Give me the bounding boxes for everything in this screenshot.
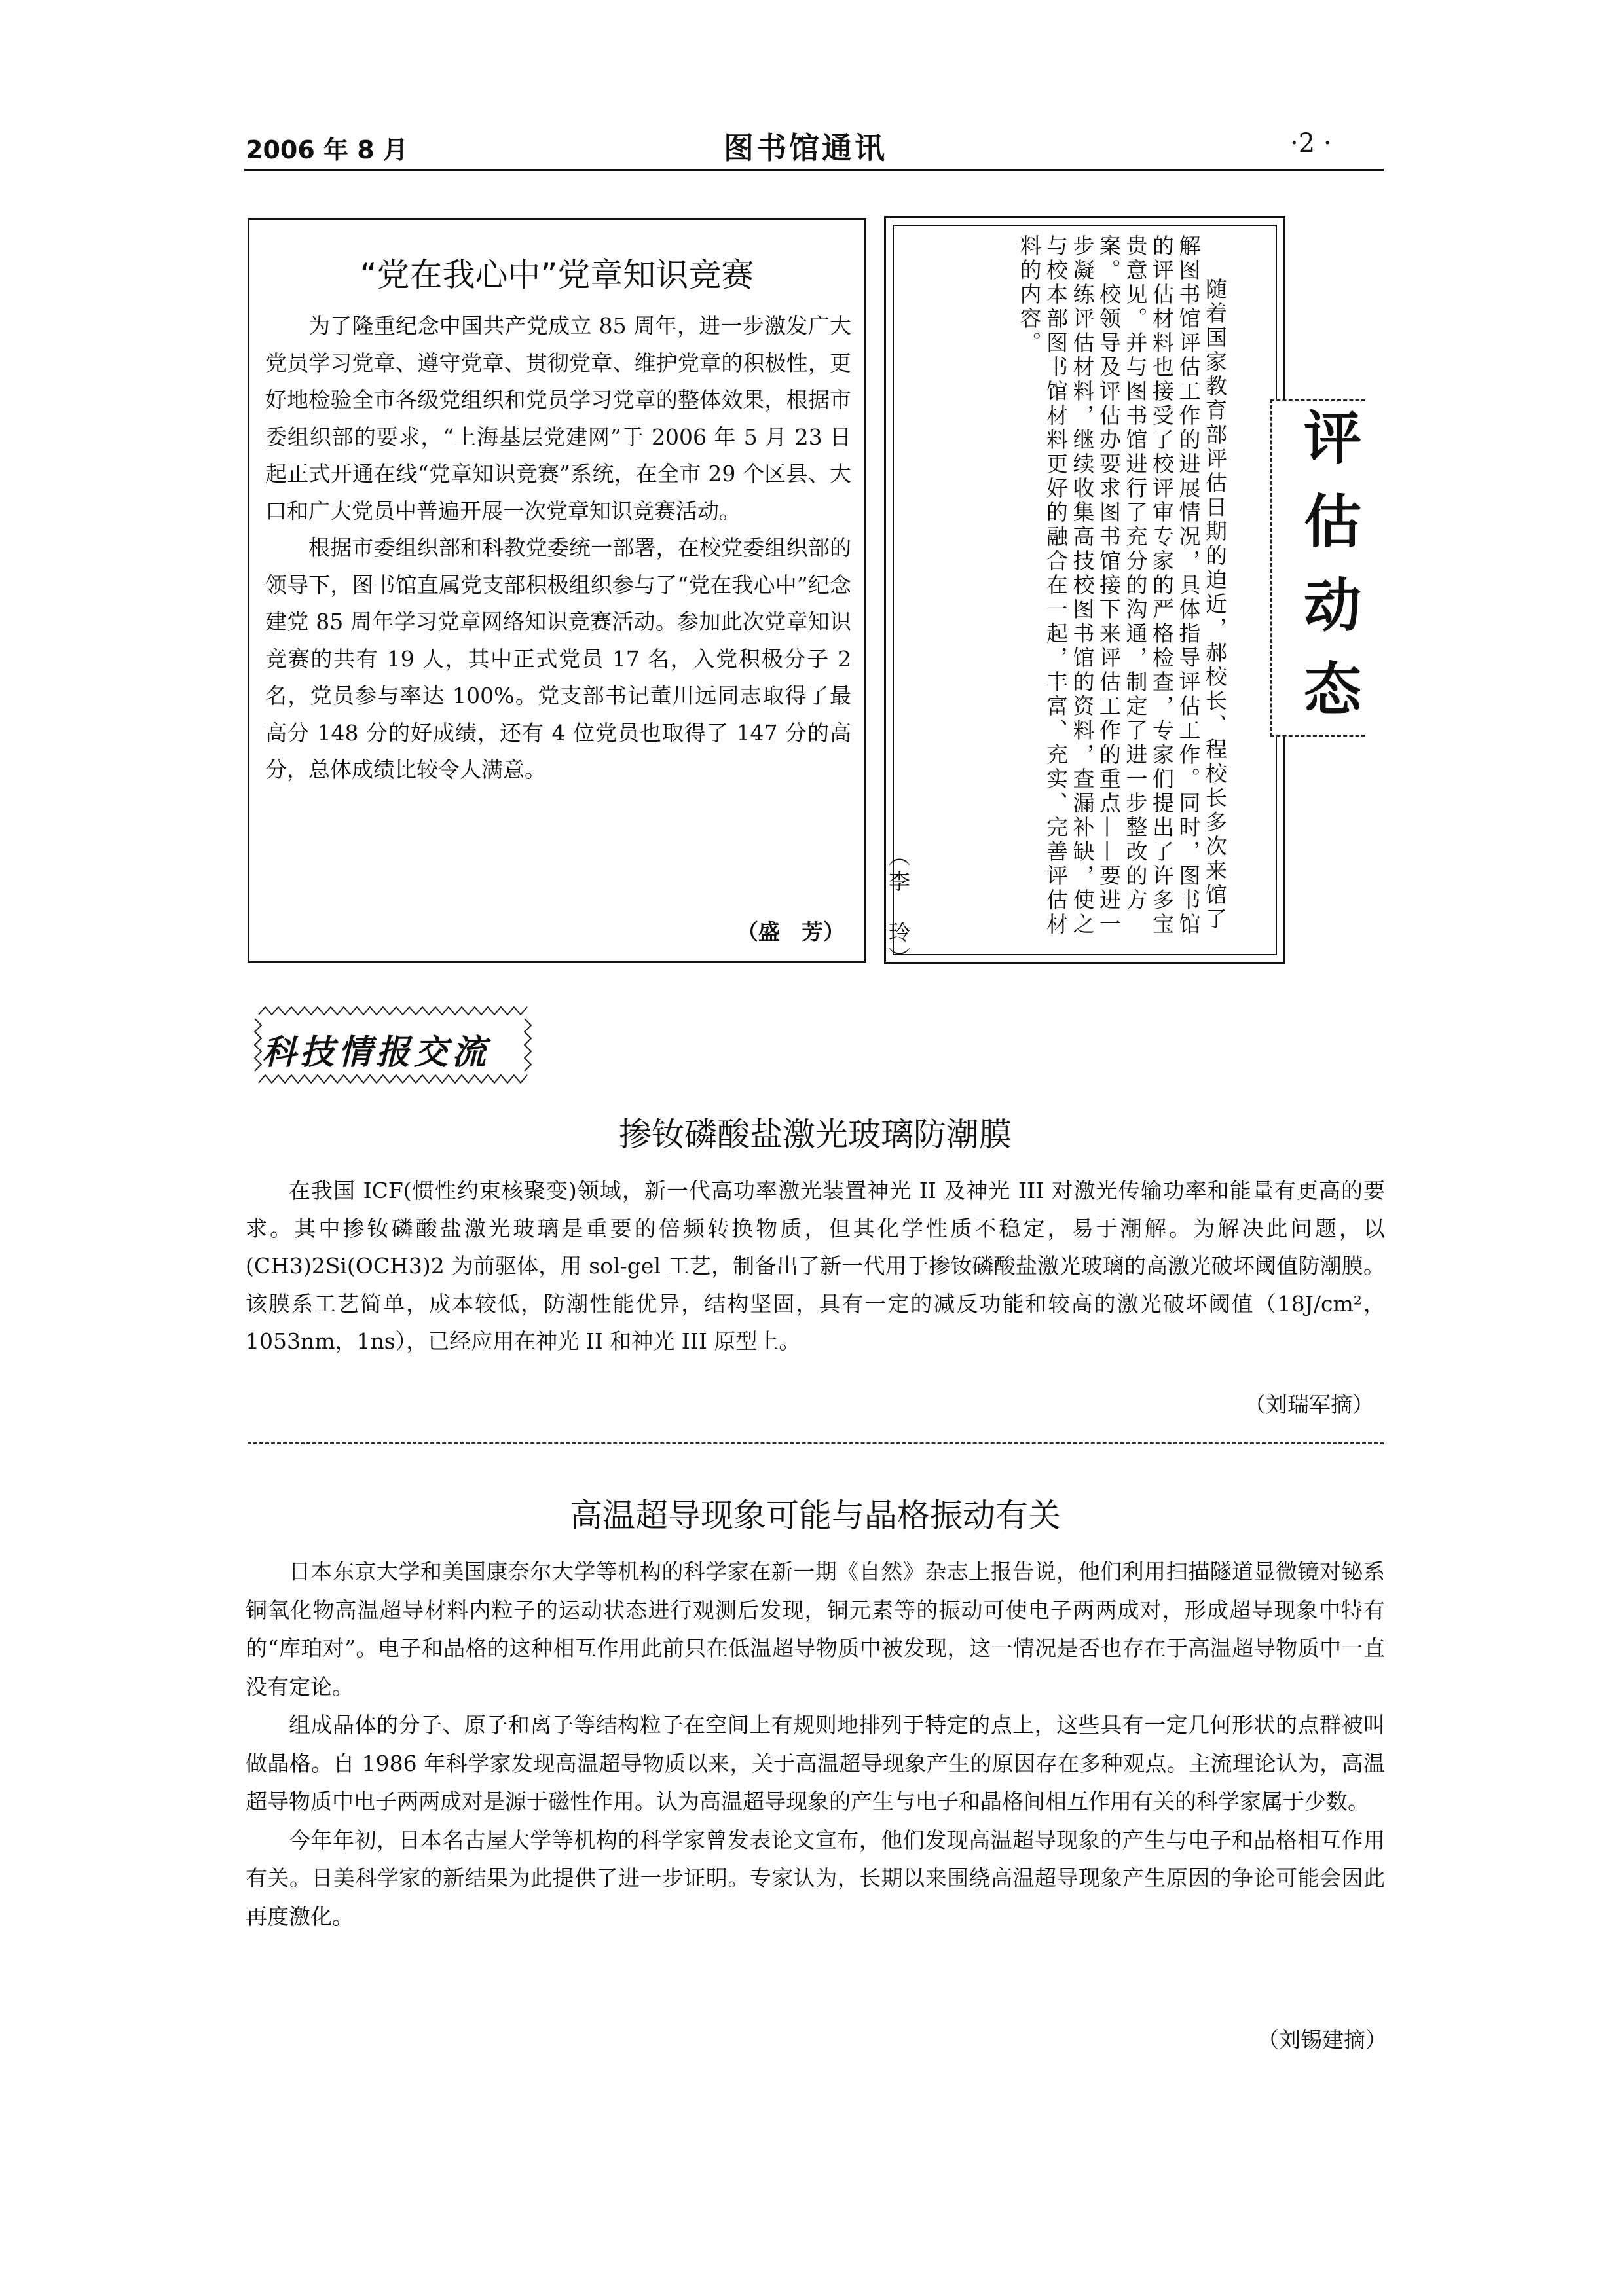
- article1-body: [246, 1172, 1385, 1360]
- article-divider: [248, 1442, 1384, 1444]
- section-banner-title: 科技情报交流: [262, 1032, 490, 1072]
- article2-paragraph-2: 组成晶体的分子、原子和离子等结构粒子在空间上有规则地排列于特定的点上，这些具有一定几何形状的点群被叫做晶格。自 1986 年科学家发现高温超导物质以来，关于高温超导现象产生的原因存在多种观点。主流理论认为，高温超导物质中电子两两成对是源于磁性作用。认为高温超导现象的产生与电子和晶格间相互作用有关的科学家属于少数。: [246, 1712, 1385, 1814]
- party-quiz-paragraph-1: 为了隆重纪念中国共产党成立 85 周年，进一步激发广大党员学习党章、遵守党章、贯彻党章、维护党章的积极性，更好地检验全市各级党组织和党员学习党章的整体效果，根据市委组织部的要求，“上海基层党建网”于 2006 年 5 月 23 日起正式开通在线“党章知识竞赛”系统，在全市 29 个区县、大口和广大党员中普遍开展一次党章知识竞赛活动。: [265, 313, 851, 524]
- article2-signature: （刘锡建摘）: [1257, 2027, 1387, 2052]
- party-quiz-title: “党在我心中”党章知识竞赛: [360, 256, 754, 294]
- party-quiz-body: [265, 308, 851, 789]
- article1-title: 掺钕磷酸盐激光玻璃防潮膜: [619, 1116, 1012, 1154]
- article2-paragraph-3: 今年年初，日本名古屋大学等机构的科学家曾发表论文宣布，他们发现高温超导现象的产生与电子和晶格相互作用有关。日美科学家的新结果为此提供了进一步证明。专家认为，长期以来围绕高温超导现象产生原因的争论可能会因此再度激化。: [246, 1827, 1385, 1929]
- evaluation-news-body: [910, 234, 1228, 948]
- issue-date: 2006 年 8 月: [246, 136, 408, 164]
- party-quiz-paragraph-2: 根据市委组织部和科教党委统一部署，在校党委组织部的领导下，图书馆直属党支部积极组织参与了“党在我心中”纪念建党 85 周年学习党章网络知识竞赛活动。参加此次党章知识竞赛的共有 19 人，其中正式党员 17 名，入党积极分子 2 名，党员参与率达 100%。党支部书记董川远同志取得了最高分 148 分的好成绩，还有 4 位党员也取得了 147 分的高分，总体成绩比较令人满意。: [265, 535, 851, 782]
- article1-paragraph: 在我国 ICF(惯性约束核聚变)领域，新一代高功率激光装置神光 II 及神光 III 对激光传输功率和能量有更高的要求。其中掺钕磷酸盐激光玻璃是重要的倍频转换物质，但其化学性质不稳定，易于潮解。为解决此问题，以(CH3)2Si(OCH3)2 为前驱体，用 sol-gel 工艺，制备出了新一代用于掺钕磷酸盐激光玻璃的高激光破坏阈值防潮膜。该膜系工艺简单，成本较低，防潮性能优异，结构坚固，具有一定的减反功能和较高的激光破坏阈值（18J/cm²，1053nm，1ns），已经应用在神光 II 和神光 III 原型上。: [246, 1178, 1385, 1354]
- article2-body: [246, 1553, 1385, 1936]
- page-number: ·2 ·: [1290, 128, 1332, 158]
- article2-paragraph-1: 日本东京大学和美国康奈尔大学等机构的科学家在新一期《自然》杂志上报告说，他们利用扫描隧道显微镜对铋系铜氧化物高温超导材料内粒子的运动状态进行观测后发现，铜元素等的振动可使电子两两成对，形成超导现象中特有的“库珀对”。电子和晶格的这种相互作用此前只在低温超导物质中被发现，这一情况是否也存在于高温超导物质中一直没有定论。: [246, 1559, 1385, 1700]
- header-rule: [244, 169, 1384, 171]
- evaluation-news-paragraph: 随着国家教育部评估日期的迫近，郝校长、程校长多次来馆了解图书馆评估工作的进展情况，具体指导评估工作。同时，图书馆的评估材料也接受了校评审专家的严格检查，专家们提出了许多宝贵意见。并与图书馆进行了充分的沟通，制定了进一步整改的方案。校领导及评估办要求图书馆接下来评估工作的重点——要进一步凝练评估材料，继续收集高技校图书馆的资料，查漏补缺，使之与校本部图书馆材料更好的融合在一起，丰富、充实、完善评估材料的内容。: [1016, 234, 1228, 937]
- evaluation-news-title: 评估动态: [1295, 407, 1362, 742]
- newsletter-title: 图书馆通讯: [724, 130, 887, 166]
- evaluation-news-signature: （李 玲）: [885, 845, 911, 972]
- party-quiz-signature: （盛 芳）: [737, 919, 845, 945]
- article1-signature: （刘瑞军摘）: [1244, 1392, 1374, 1417]
- article2-title: 高温超导现象可能与晶格振动有关: [570, 1497, 1061, 1535]
